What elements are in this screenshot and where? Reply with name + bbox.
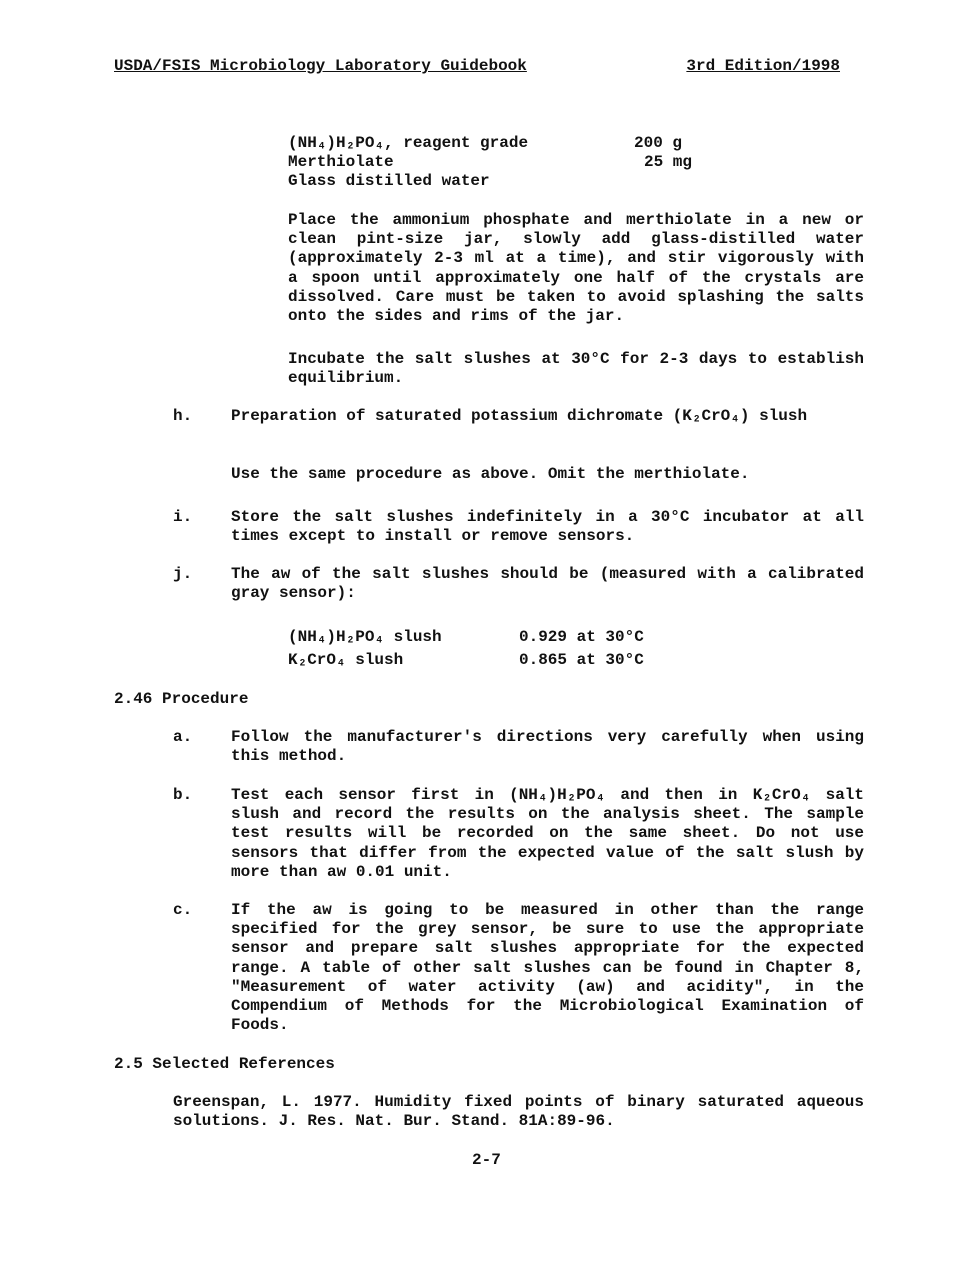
item-j-label: j. <box>173 565 193 583</box>
prep-paragraph <box>288 211 864 326</box>
page-number: 2-7 <box>472 1151 501 1169</box>
aw-salt: (NH₄)H₂PO₄ slush <box>288 628 442 646</box>
reference-text: Greenspan, L. 1977. Humidity fixed points of binary saturated aqueous solutions. J. Res. Nat. Bur. Stand. 81A:89-96. <box>173 1093 864 1131</box>
item-i-text: Store the salt slushes indefinitely in a 30°C incubator at all times except to install or remove sensors. <box>231 508 864 546</box>
header-edition: 3rd Edition/1998 <box>686 57 840 75</box>
reagent-qty: 200 g <box>634 134 683 152</box>
aw-value: 0.929 at 30°C <box>519 628 644 646</box>
procedure-a <box>231 728 864 766</box>
aw-value: 0.865 at 30°C <box>519 651 644 669</box>
section-heading-procedure: 2.46 Procedure <box>114 690 249 708</box>
aw-table-row <box>288 651 644 670</box>
procedure-c-text: If the aw is going to be measured in other than the range specified for the grey sensor, be sure to use the appropriate sensor and prepare salt slushes appropriate for the expected range. A table of other salt slushes can be found in Chapter 8, "Measurement of water activity (aw) and acidity", in the Compendium of Methods for the Microbiological Examination of Foods. <box>231 901 864 1035</box>
reagent-qty: 25 mg <box>644 153 693 171</box>
item-h-sub: Use the same procedure as above. Omit the merthiolate. <box>231 465 750 483</box>
aw-table-row <box>288 628 644 647</box>
reagent-row <box>288 153 692 172</box>
procedure-c-label: c. <box>173 901 193 919</box>
aw-salt: K₂CrO₄ slush <box>288 651 404 669</box>
reagent-name: (NH₄)H₂PO₄, reagent grade <box>288 134 529 152</box>
procedure-b <box>231 786 864 882</box>
incubate-text: Incubate the salt slushes at 30°C for 2-3 days to establish equilibrium. <box>288 350 864 388</box>
item-j-text: The aw of the salt slushes should be (measured with a calibrated gray sensor): <box>231 565 864 603</box>
item-i <box>231 508 864 546</box>
section-heading-references: 2.5 Selected References <box>114 1055 335 1073</box>
procedure-b-text: Test each sensor first in (NH₄)H₂PO₄ and then in K₂CrO₄ salt slush and record the results on the analysis sheet. The sample test results will be recorded on the same sheet. Do not use sensors that differ from the expected value of the salt slush by more than aw 0.01 unit. <box>231 786 864 881</box>
item-j <box>231 565 864 603</box>
item-h <box>231 407 864 426</box>
procedure-b-label: b. <box>173 786 193 804</box>
header-title: USDA/FSIS Microbiology Laboratory Guidebook <box>114 57 527 75</box>
item-i-label: i. <box>173 508 193 526</box>
incubate-paragraph <box>288 350 864 388</box>
reagent-name: Glass distilled water <box>288 172 490 190</box>
page-header <box>114 56 840 76</box>
procedure-a-label: a. <box>173 728 193 746</box>
procedure-a-text: Follow the manufacturer's directions very carefully when using this method. <box>231 728 864 766</box>
reagent-row <box>288 134 682 153</box>
procedure-c <box>231 901 864 1035</box>
item-h-text: Preparation of saturated potassium dichromate (K₂CrO₄) slush <box>231 407 808 425</box>
reagent-row <box>288 172 490 191</box>
item-h-label: h. <box>173 407 193 425</box>
prep-text: Place the ammonium phosphate and merthiolate in a new or clean pint-size jar, slowly add glass-distilled water (approximately 2-3 ml at a time), and stir vigorously with a spoon until approximately one half of the crystals are dissolved. Care must be taken to avoid splashing the salts onto the sides and rims of the jar. <box>288 211 864 326</box>
reference-entry <box>173 1093 864 1131</box>
reagent-name: Merthiolate <box>288 153 394 171</box>
